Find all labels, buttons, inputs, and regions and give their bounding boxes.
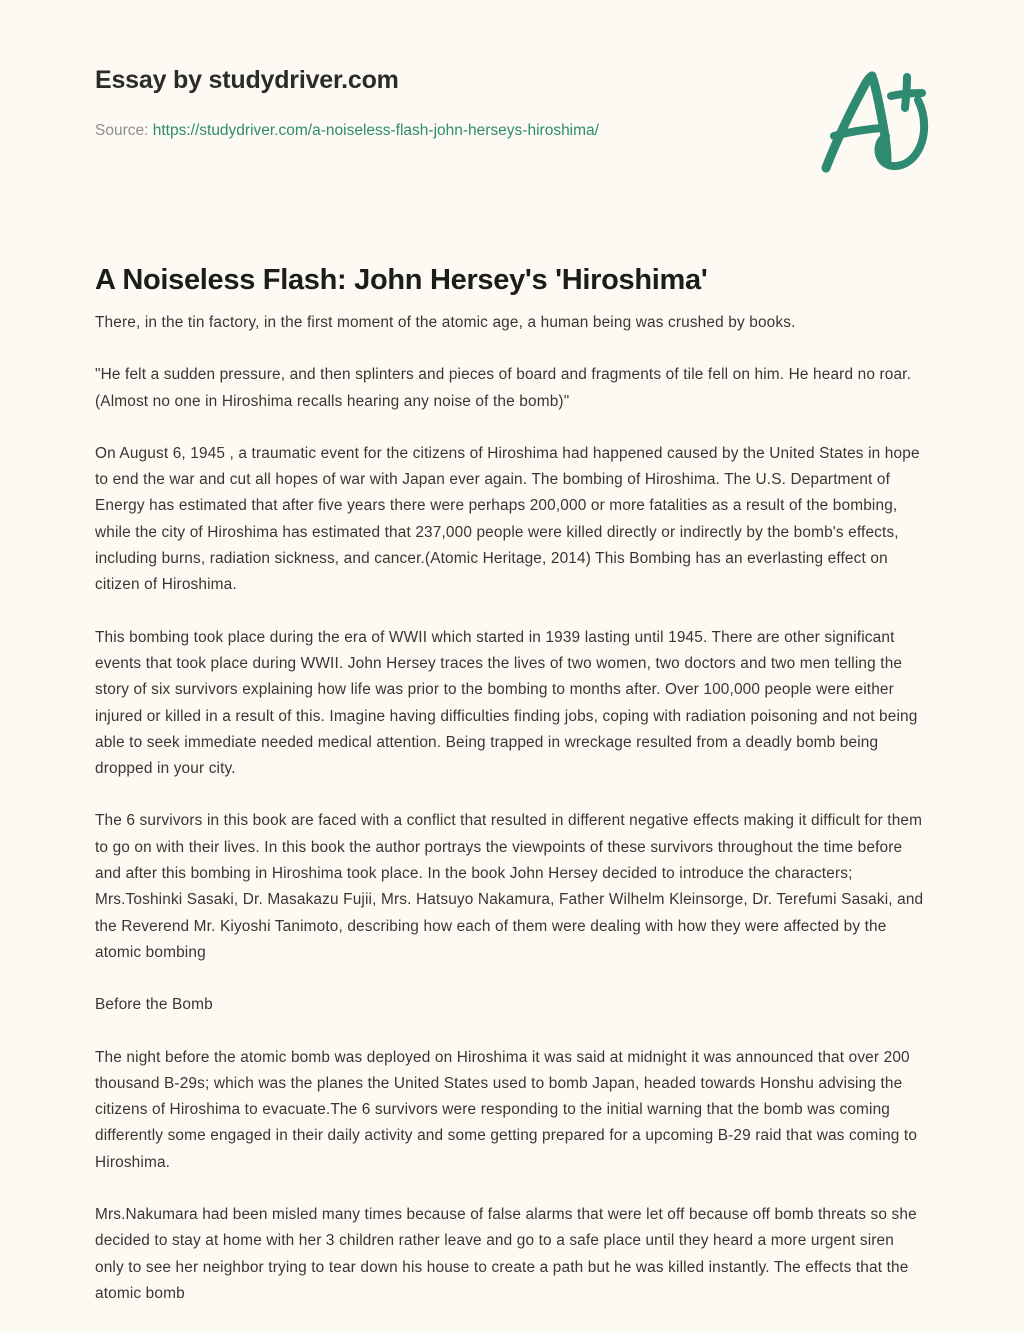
a-plus-logo-icon (812, 64, 938, 174)
essay-body (95, 310, 927, 1333)
paragraph: Mrs.Nakumara had been misled many times because of false alarms that were let off because off bomb threats so she decided to stay at home with her 3 children rather leave and go to a safe place until they heard a more urgent siren only to see her neighbor trying to tear down his house to create a path but he was killed instantly. The effects that the atomic bomb (95, 1206, 922, 1302)
paragraph: On August 6, 1945 , a traumatic event for the citizens of Hiroshima had happened caused by the United States in hope to end the war and cut all hopes of war with Japan ever again. The bombing of Hiroshima. The U.S. Department of Energy has estimated that after five years there were perhaps 200,000 or more fatalities as a result of the bombing, while the city of Hiroshima has estimated that 237,000 people were killed directly or indirectly by the bomb's effects, including burns, radiation sickness, and cancer.(Atomic Heritage, 2014) This Bombing has an everlasting effect on citizen of Hiroshima. (95, 444, 925, 594)
source-line (95, 122, 599, 140)
brand-title: Essay by studydriver.com (95, 66, 399, 94)
page-title: A Noiseless Flash: John Hersey's 'Hiroshima' (95, 264, 708, 297)
source-url-link[interactable]: https://studydriver.com/a-noiseless-flash-john-herseys-hiroshima/ (152, 122, 599, 139)
document-header (0, 0, 1024, 200)
paragraph: The 6 survivors in this book are faced with a conflict that resulted in different negative effects making it difficult for them to go on with their lives. In this book the author portrays the viewpoints of these survivors throughout the time before and after this bombing in Hiroshima took place. In the book John Hersey decided to introduce the characters; Mrs.Toshinki Sasaki, Dr. Masakazu Fujii, Mrs. Hatsuyo Nakamura, Father Wilhelm Kleinsorge, Dr. Terefumi Sasaki, and the Reverend Mr. Kiyoshi Tanimoto, describing how each of them were dealing with how they were affected by the atomic bombing (95, 812, 928, 961)
paragraph: "He felt a sudden pressure, and then splinters and pieces of board and fragments of tile fell on him. He heard no roar. (Almost no one in Hiroshima recalls hearing any noise of the bomb)" (95, 366, 916, 410)
paragraph: There, in the tin factory, in the first moment of the atomic age, a human being was crushed by books. (95, 314, 796, 331)
section-heading: Before the Bomb (95, 996, 213, 1014)
paragraph: The night before the atomic bomb was deployed on Hiroshima it was said at midnight it was announced that over 200 thousand B-29s; which was the planes the United States used to bomb Japan, headed towards Honshu advising the citizens of Hiroshima to evacuate.The 6 survivors were responding to the initial warning that the bomb was coming differently some engaged in their daily activity and some getting prepared for a upcoming B-29 raid that was coming to Hiroshima. (95, 1048, 922, 1171)
paragraph: This bombing took place during the era of WWII which started in 1939 lasting until 1945. There are other significant events that took place during WWII. John Hersey traces the lives of two women, two doctors and two men telling the story of six survivors explaining how life was prior to the bombing to months after. Over 100,000 people were either injured or killed in a result of this. Imagine having difficulties finding jobs, coping with radiation poisoning and not being able to seek immediate needed medical attention. Being trapped in wreckage resulted from a deadly bomb being dropped in your city. (95, 628, 922, 778)
source-label: Source: (95, 122, 149, 139)
